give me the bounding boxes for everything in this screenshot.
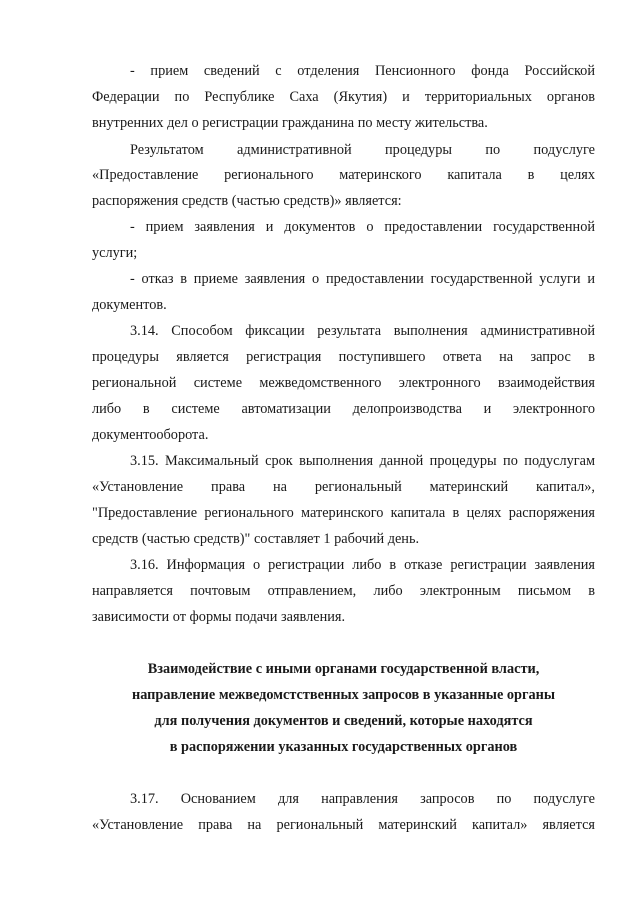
text-line: распоряжения средств (частью средств)» является:: [92, 193, 402, 209]
text-line: региональной системе межведомственного электронного взаимодействия: [92, 375, 595, 391]
text-line: либо в системе автоматизации делопроизводства и электронного: [92, 401, 595, 417]
text-line: 3.16. Информация о регистрации либо в отказе регистрации заявления: [130, 557, 595, 573]
section-heading-line: направление межведомстственных запросов в указанные органы: [131, 687, 556, 703]
text-line: внутренних дел о регистрации гражданина по месту жительства.: [92, 115, 488, 131]
section-heading-line: в распоряжении указанных государственных органов: [169, 739, 518, 755]
section-heading-line: для получения документов и сведений, которые находятся: [154, 713, 533, 729]
text-line: «Установление права на региональный материнский капитал» является: [92, 817, 595, 833]
text-line: услуги;: [92, 245, 138, 261]
text-line: направляется почтовым отправлением, либо электронным письмом в: [92, 583, 595, 599]
text-line: документооборота.: [92, 427, 209, 443]
text-line: 3.17. Основанием для направления запросов по подуслуге: [130, 791, 595, 807]
text-line: средств (частью средств)" составляет 1 рабочий день.: [92, 531, 420, 547]
text-line: «Предоставление регионального материнского капитала в целях: [92, 167, 595, 183]
text-line: 3.15. Максимальный срок выполнения данной процедуры по подуслугам: [130, 453, 595, 469]
text-line: «Установление права на региональный материнский капитал»,: [92, 479, 595, 495]
text-line: процедуры является регистрация поступившего ответа на запрос в: [92, 349, 595, 365]
text-line: - отказ в приеме заявления о предоставлении государственной услуги и: [130, 271, 595, 287]
text-line: зависимости от формы подачи заявления.: [92, 609, 346, 625]
text-line: - прием заявления и документов о предоставлении государственной: [130, 219, 595, 235]
text-line: документов.: [92, 297, 167, 313]
text-line: "Предоставление регионального материнского капитала в целях распоряжения: [92, 505, 595, 521]
text-line: - прием сведений с отделения Пенсионного фонда Российской: [130, 63, 595, 79]
text-line: 3.14. Способом фиксации результата выполнения административной: [130, 323, 595, 339]
section-heading-line: Взаимодействие с иными органами государственной власти,: [147, 661, 540, 677]
text-line: Результатом административной процедуры по подуслуге: [130, 142, 595, 158]
text-line: Федерации по Республике Саха (Якутия) и территориальных органов: [92, 89, 595, 105]
